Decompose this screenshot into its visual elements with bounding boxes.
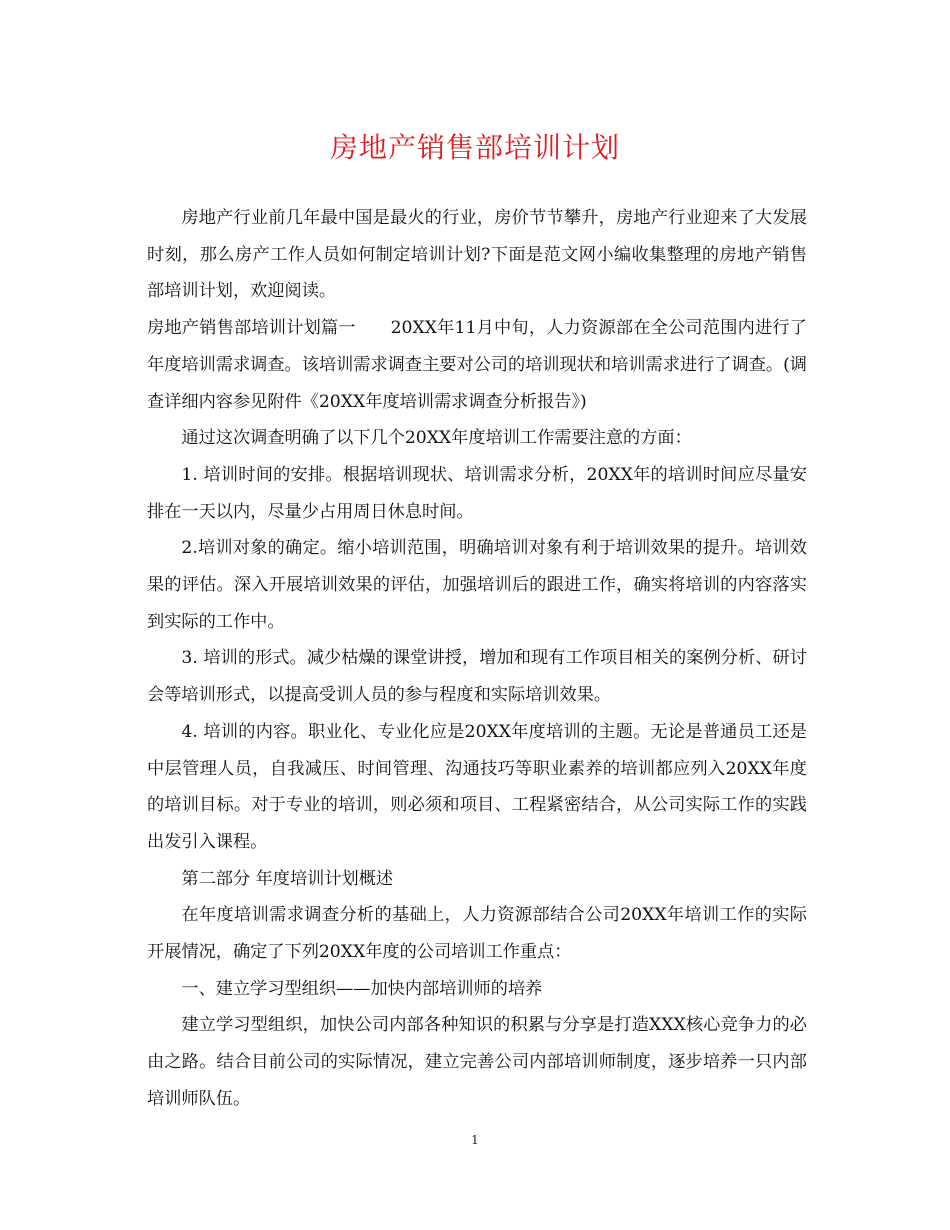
list-item-training-content: 4. 培训的内容。职业化、专业化应是20XX年度培训的主题。无论是普通员工还是中层管理人员，自我减压、时间管理、沟通技巧等职业素养的培训都应列入20XX年度的培训目标。对于专业的培训，则必须和项目、工程紧密结合，从公司实际工作的实践出发引入课程。 — [147, 721, 807, 852]
plan-part-one-paragraph: 房地产销售部培训计划篇一 20XX年11月中旬，人力资源部在全公司范围内进行了年度培训需求调查。该培训需求调查主要对公司的培训现状和培训需求进行了调查。(调查详细内容参见附件《20XX年度培训需求调查分析报告》) — [147, 318, 807, 412]
list-item-training-format: 3. 培训的形式。减少枯燥的课堂讲授，增加和现有工作项目相关的案例分析、研讨会等培训形式，以提高受训人员的参与程度和实际培训效果。 — [147, 648, 807, 706]
list-item-training-target: 2.培训对象的确定。缩小培训范围，明确培训对象有利于培训效果的提升。培训效果的评估。深入开展培训效果的评估，加强培训后的跟进工作，确实将培训的内容落实到实际的工作中。 — [147, 538, 807, 632]
survey-findings-paragraph: 通过这次调查明确了以下几个20XX年度培训工作需要注意的方面： — [181, 428, 692, 449]
overview-paragraph: 在年度培训需求调查分析的基础上，人力资源部结合公司20XX年培训工作的实际开展情况，确定了下列20XX年度的公司培训工作重点： — [147, 905, 807, 963]
section-heading-part-two: 第二部分 年度培训计划概述 — [181, 868, 394, 889]
document-body — [147, 200, 807, 1118]
list-item-training-time: 1. 培训时间的安排。根据培训现状、培训需求分析，20XX年的培训时间应尽量安排在一天以内，尽量少占用周日休息时间。 — [147, 464, 807, 522]
intro-paragraph: 房地产行业前几年最中国是最火的行业，房价节节攀升，房地产行业迎来了大发展时刻，那么房产工作人员如何制定培训计划?下面是范文网小编收集整理的房地产销售部培训计划，欢迎阅读。 — [147, 208, 807, 302]
subsection-heading-learning-organization: 一、建立学习型组织——加快内部培训师的培养 — [181, 978, 543, 999]
learning-organization-paragraph: 建立学习型组织，加快公司内部各种知识的积累与分享是打造XXX核心竞争力的必由之路。结合目前公司的实际情况，建立完善公司内部培训师制度，逐步培养一只内部培训师队伍。 — [147, 1015, 807, 1109]
page-number: 1 — [471, 1133, 479, 1147]
document-title: 房地产销售部培训计划 — [329, 131, 620, 164]
